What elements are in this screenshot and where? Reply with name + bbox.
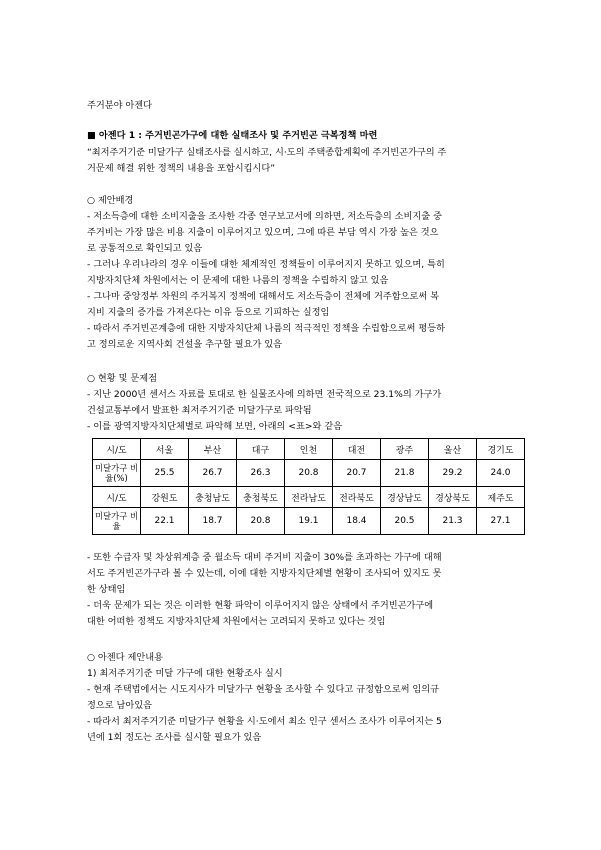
body-line: - 그러나 우리나라의 경우 이들에 대한 체계적인 정책들이 이루어지지 못하고 있으며, 특히 — [87, 259, 445, 270]
section-status-title: ○ 현황 및 문제점 — [87, 373, 158, 384]
body-line: - 또한 수급자 및 차상위계층 중 월소득 대비 주거비 지출이 30%를 초과하는 가구에 대해 — [87, 552, 442, 563]
table-region-cell: 강원도 — [141, 487, 189, 508]
body-line: 로 공통적으로 확인되고 있음 — [87, 243, 203, 254]
table-row — [93, 487, 525, 508]
table-value-cell: 26.3 — [237, 460, 285, 487]
table-region-cell: 경상북도 — [429, 487, 477, 508]
body-line: - 따라서 최저주거기준 미달가구 현황을 시·도에서 최소 인구 센서스 조사가 이루어지는 5 — [87, 716, 442, 727]
table-value-cell: 20.8 — [237, 508, 285, 535]
table-region-cell: 충청북도 — [237, 487, 285, 508]
table-region-cell: 울산 — [429, 439, 477, 460]
body-line: 주거비는 가장 많은 비용 지출이 이루어지고 있으며, 그에 따른 부담 역시 가장 높은 것으 — [87, 227, 439, 238]
body-line: - 이를 광역지방자치단체별로 파악해 보면, 아래의 <표>와 같음 — [87, 421, 343, 432]
body-line: - 그나마 중앙정부 차원의 주거복지 정책에 대해서도 저소득층이 전체에 거주함으로써 복 — [87, 291, 440, 302]
table-value-cell: 21.8 — [381, 460, 429, 487]
body-line: 한 상태임 — [87, 584, 126, 595]
table-value-cell: 29.2 — [429, 460, 477, 487]
body-line: - 현재 주택법에서는 시도지사가 미달가구 현황을 조사할 수 있다고 규정함으로써 임의규 — [87, 684, 440, 695]
table-value-cell: 18.7 — [189, 508, 237, 535]
table-value-cell: 25.5 — [141, 460, 189, 487]
table-region-cell: 대구 — [237, 439, 285, 460]
table-region-cell: 전라남도 — [285, 487, 333, 508]
section-proposal-title: ○ 아젠다 제안내용 — [87, 652, 163, 663]
table-value-cell: 26.7 — [189, 460, 237, 487]
table-value-cell: 22.1 — [141, 508, 189, 535]
body-line: 정으로 남아있음 — [87, 700, 153, 711]
table-region-cell: 서울 — [141, 439, 189, 460]
body-line: - 지난 2000년 센서스 자료를 토대로 한 실물조사에 의하면 전국적으로 23.1%의 가구가 — [87, 389, 442, 400]
table-header-cell: 미달가구 비율(%) — [93, 460, 141, 487]
body-line: - 더욱 문제가 되는 것은 이러한 현황 파악이 이루어지지 않은 상태에서 주거빈곤가구에 — [87, 600, 434, 611]
substandard-housing-table — [92, 438, 525, 535]
table-value-cell: 24.0 — [477, 460, 525, 487]
table-value-cell: 20.5 — [381, 508, 429, 535]
table-region-cell: 부산 — [189, 439, 237, 460]
table-value-cell: 19.1 — [285, 508, 333, 535]
section-background-title: ○ 제안배경 — [87, 195, 134, 206]
body-line: - 저소득층에 대한 소비지출을 조사한 각종 연구보고서에 의하면, 저소득층의 소비지출 중 — [87, 211, 442, 222]
table-header-cell: 시/도 — [93, 439, 141, 460]
table-header-cell: 미달가구 비율 — [93, 508, 141, 535]
body-line: - 따라서 주거빈곤계층에 대한 지방자치단체 나름의 적극적인 정책을 수립함으로써 평등하 — [87, 323, 445, 334]
table-header-cell: 시/도 — [93, 487, 141, 508]
table-region-cell: 광주 — [381, 439, 429, 460]
agenda-quote-line-1: “최저주거기준 미달가구 실태조사를 실시하고, 시·도의 주택종합계획에 주거빈곤가구의 주 — [87, 147, 447, 158]
table-region-cell: 경상남도 — [381, 487, 429, 508]
table-value-cell: 27.1 — [477, 508, 525, 535]
table-region-cell: 경기도 — [477, 439, 525, 460]
table-row — [93, 439, 525, 460]
table-region-cell: 인천 — [285, 439, 333, 460]
body-line: 지비 지출의 증가를 가져온다는 이유 등으로 기피하는 실정임 — [87, 307, 330, 318]
body-line: 서도 주거빈곤가구라 볼 수 있는데, 이에 대한 지방자치단체별 현황이 조사되어 있지도 못 — [87, 568, 442, 579]
body-line: 건설교통부에서 발표한 최저주거기준 미달가구로 파악됨 — [87, 405, 312, 416]
body-line: 1) 최저주거기준 미달 가구에 대한 현황조사 실시 — [87, 668, 283, 679]
table-value-cell: 20.7 — [333, 460, 381, 487]
body-line: 년에 1회 정도는 조사를 실시할 필요가 있음 — [87, 732, 262, 743]
agenda-quote-line-2: 거문제 해결 위한 정책의 내용을 포함시킵시다” — [87, 163, 275, 174]
body-line: 지방자치단체 차원에서는 이 문제에 대한 나름의 정책을 수립하지 않고 있음 — [87, 275, 389, 286]
body-line: 고 정의로운 지역사회 건설을 추구할 필요가 있음 — [87, 339, 283, 350]
table-row — [93, 460, 525, 487]
table-region-cell: 대전 — [333, 439, 381, 460]
table-value-cell: 18.4 — [333, 508, 381, 535]
table-value-cell: 21.3 — [429, 508, 477, 535]
table-region-cell: 제주도 — [477, 487, 525, 508]
page-heading: 주거분야 아젠다 — [87, 100, 153, 111]
table-value-cell: 20.8 — [285, 460, 333, 487]
table-region-cell: 전라북도 — [333, 487, 381, 508]
table-row — [93, 508, 525, 535]
body-line: 대한 어떠한 정책도 지방자치단체 차원에서는 고려되지 못하고 있다는 것임 — [87, 616, 386, 627]
agenda-title: ■ 아젠다 1 : 주거빈곤가구에 대한 실태조사 및 주거빈곤 극복정책 마련 — [87, 130, 378, 141]
table-region-cell: 충청남도 — [189, 487, 237, 508]
